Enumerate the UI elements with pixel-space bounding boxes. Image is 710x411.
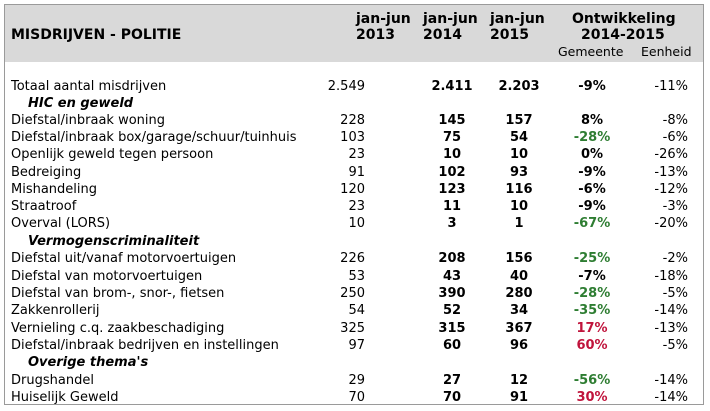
value-2014: 70 <box>442 390 462 405</box>
row-label: Totaal aantal misdrijven <box>11 79 167 94</box>
value-2015: 10 <box>509 199 529 214</box>
value-2014: 315 <box>438 321 466 336</box>
subheader-gemeente: Gemeente <box>558 44 624 59</box>
value-2015: 12 <box>509 373 529 388</box>
value-2014: 2.411 <box>431 79 473 94</box>
table-row <box>0 389 710 406</box>
col-2014-line2: 2014 <box>423 27 462 43</box>
value-2014: 123 <box>438 182 466 197</box>
col-2013-line2: 2013 <box>356 27 395 43</box>
row-label: Diefstal/inbraak box/garage/schuur/tuinhuis <box>11 130 297 145</box>
table-row <box>0 268 710 285</box>
table-row <box>0 320 710 337</box>
row-label: Diefstal van brom-, snor-, fietsen <box>11 286 225 301</box>
change-eenheid: -8% <box>662 113 688 128</box>
value-2013: 120 <box>340 182 365 197</box>
col-2014-line1: jan-jun <box>423 11 478 27</box>
col-2015-line2: 2015 <box>490 27 529 43</box>
section-row <box>0 233 710 250</box>
value-2013: 91 <box>348 165 365 180</box>
row-label: Zakkenrollerij <box>11 303 100 318</box>
ontwikkeling-line2: 2014-2015 <box>581 27 665 43</box>
change-eenheid: -14% <box>654 303 688 318</box>
change-gemeente: -28% <box>573 286 611 301</box>
value-2014: 145 <box>438 113 466 128</box>
table-row <box>0 78 710 95</box>
value-2013: 29 <box>348 373 365 388</box>
value-2013: 53 <box>348 269 365 284</box>
row-label: Overval (LORS) <box>11 216 111 231</box>
section-row <box>0 95 710 112</box>
row-label: Diefstal van motorvoertuigen <box>11 269 203 284</box>
table-row <box>0 337 710 354</box>
change-gemeente: -6% <box>578 182 606 197</box>
table-row <box>0 302 710 319</box>
table-row <box>0 285 710 302</box>
section-row <box>0 354 710 371</box>
section-label: Overige thema's <box>28 355 149 370</box>
change-gemeente: 30% <box>576 390 608 405</box>
value-2015: 157 <box>505 113 533 128</box>
change-gemeente: 0% <box>580 147 604 162</box>
value-2015: 156 <box>505 251 533 266</box>
value-2015: 10 <box>509 147 529 162</box>
table-row <box>0 164 710 181</box>
change-gemeente: -35% <box>573 303 611 318</box>
value-2015: 96 <box>509 338 529 353</box>
value-2014: 208 <box>438 251 466 266</box>
value-2015: 2.203 <box>498 79 540 94</box>
value-2013: 2.549 <box>327 79 365 94</box>
value-2013: 228 <box>340 113 365 128</box>
subheader-eenheid: Eenheid <box>641 44 692 59</box>
change-eenheid: -11% <box>654 79 688 94</box>
change-gemeente: -9% <box>578 199 606 214</box>
change-eenheid: -13% <box>654 165 688 180</box>
change-gemeente: -56% <box>573 373 611 388</box>
table-row <box>0 198 710 215</box>
table-row <box>0 250 710 267</box>
value-2013: 97 <box>348 338 365 353</box>
change-eenheid: -18% <box>654 269 688 284</box>
value-2014: 27 <box>442 373 462 388</box>
row-label: Vernieling c.q. zaakbeschadiging <box>11 321 225 336</box>
change-eenheid: -6% <box>662 130 688 145</box>
change-eenheid: -14% <box>654 390 688 405</box>
row-label: Straatroof <box>11 199 77 214</box>
row-label: Diefstal uit/vanaf motorvoertuigen <box>11 251 237 266</box>
row-label: Bedreiging <box>11 165 82 180</box>
change-eenheid: -12% <box>654 182 688 197</box>
table-row <box>0 181 710 198</box>
change-gemeente: 17% <box>576 321 608 336</box>
table-title: MISDRIJVEN - POLITIE <box>11 27 182 43</box>
table-row <box>0 146 710 163</box>
value-2013: 103 <box>340 130 365 145</box>
col-2015-line1: jan-jun <box>490 11 545 27</box>
table-row <box>0 129 710 146</box>
change-gemeente: -67% <box>573 216 611 231</box>
value-2015: 40 <box>509 269 529 284</box>
value-2013: 70 <box>348 390 365 405</box>
change-gemeente: 8% <box>580 113 604 128</box>
change-gemeente: 60% <box>576 338 608 353</box>
change-gemeente: -9% <box>578 165 606 180</box>
ontwikkeling-line1: Ontwikkeling <box>572 11 676 27</box>
row-label: Diefstal/inbraak bedrijven en instellingen <box>11 338 279 353</box>
change-gemeente: -25% <box>573 251 611 266</box>
value-2013: 54 <box>348 303 365 318</box>
section-label: HIC en geweld <box>28 96 134 111</box>
col-2013-line1: jan-jun <box>356 11 411 27</box>
change-eenheid: -13% <box>654 321 688 336</box>
value-2013: 23 <box>348 199 365 214</box>
change-gemeente: -9% <box>578 79 606 94</box>
row-label: Diefstal/inbraak woning <box>11 113 165 128</box>
table-row <box>0 112 710 129</box>
value-2015: 54 <box>509 130 529 145</box>
value-2014: 102 <box>438 165 466 180</box>
value-2014: 52 <box>442 303 462 318</box>
value-2015: 91 <box>509 390 529 405</box>
value-2015: 1 <box>514 216 524 231</box>
change-gemeente: -7% <box>578 269 606 284</box>
value-2015: 116 <box>505 182 533 197</box>
value-2013: 23 <box>348 147 365 162</box>
change-eenheid: -5% <box>662 338 688 353</box>
change-eenheid: -5% <box>662 286 688 301</box>
value-2013: 325 <box>340 321 365 336</box>
change-eenheid: -2% <box>662 251 688 266</box>
row-label: Openlijk geweld tegen persoon <box>11 147 214 162</box>
value-2015: 93 <box>509 165 529 180</box>
row-label: Drugshandel <box>11 373 94 388</box>
value-2013: 250 <box>340 286 365 301</box>
value-2014: 11 <box>442 199 462 214</box>
value-2013: 10 <box>348 216 365 231</box>
value-2014: 60 <box>442 338 462 353</box>
value-2014: 43 <box>442 269 462 284</box>
table-row <box>0 215 710 232</box>
value-2013: 226 <box>340 251 365 266</box>
value-2015: 280 <box>505 286 533 301</box>
change-eenheid: -20% <box>654 216 688 231</box>
row-label: Mishandeling <box>11 182 98 197</box>
value-2014: 75 <box>442 130 462 145</box>
change-eenheid: -14% <box>654 373 688 388</box>
value-2015: 367 <box>505 321 533 336</box>
value-2014: 3 <box>447 216 457 231</box>
change-eenheid: -26% <box>654 147 688 162</box>
section-label: Vermogenscriminaliteit <box>28 234 200 249</box>
change-eenheid: -3% <box>662 199 688 214</box>
value-2015: 34 <box>509 303 529 318</box>
table-row <box>0 372 710 389</box>
row-label: Huiselijk Geweld <box>11 390 119 405</box>
value-2014: 390 <box>438 286 466 301</box>
change-gemeente: -28% <box>573 130 611 145</box>
value-2014: 10 <box>442 147 462 162</box>
